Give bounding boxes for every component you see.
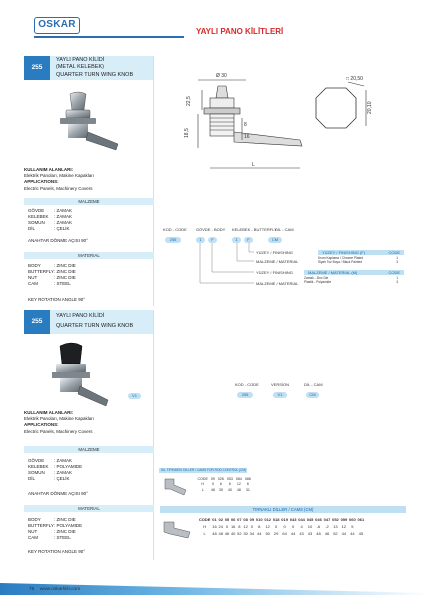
cam-small-title: DİL TİPİNDEKİ DİLLER / CAMS FOR ROD CONTROL (CM): [161, 468, 247, 472]
material-table-rows: Zamak - Zinc Die 1 Plastik - Polyamide 3: [304, 276, 398, 284]
dim-2010: 20,10: [367, 101, 373, 114]
product-photo-polyamide-wing: [42, 340, 122, 415]
cam-table-cell: 010: [255, 517, 263, 522]
dim-185: 18,5: [184, 128, 190, 138]
footer-band: [0, 575, 430, 595]
cam-table-cell: 44: [290, 531, 296, 536]
cam-table-cell: 43: [299, 531, 304, 536]
section1-material-tr-band: MALZEME: [24, 198, 154, 205]
order1-pill-butterfly-finish: F: [244, 237, 253, 243]
section2-title-tr: YAYLI PANO KİLİDİ: [56, 313, 105, 319]
cam-small-icon: [162, 476, 190, 498]
order1-label-finish-2: YÜZEY / FINISHING: [256, 270, 293, 275]
finish-table-rows: Krom Kaplama / Chrome Plated 1 Siyah Toz Boya / Black Painted 3: [318, 256, 398, 264]
cam-table-cell: 40: [230, 531, 236, 536]
section1-title-en: QUARTER TURN WING KNOB: [56, 72, 134, 78]
cam-table-cell: 09: [249, 517, 255, 522]
cam-table-cell: 047: [323, 517, 331, 522]
cam-table-cell: 0: [225, 524, 229, 529]
section2-material-tr-list: GÖVDE : ZAMAK KELEBEK : POLYAMIDE SOMUN : ZAMAK DİL : ÇELİK: [28, 458, 83, 481]
cam-table-title: TIRNAKLI DİLLER / CAMS (CM): [160, 506, 406, 513]
section1-material-en-list: BODY : ZINC DIE BUTTERFLY: ZINC DIE NUT : ZINC DIE CAM : STEEL: [28, 263, 76, 286]
cam-table-cell: 0: [283, 524, 286, 529]
section2-divider: [153, 310, 154, 560]
cam-table-cell: 06: [230, 517, 236, 522]
order1-leader-lines: [196, 243, 256, 288]
cam-table: [198, 516, 365, 537]
finish-table-header: YÜZEY / FINISHING (F) CODE: [318, 250, 404, 255]
page-number: 76: [29, 587, 35, 592]
product-photo-metal-wing: [48, 88, 128, 158]
cam-table-cell: 012: [264, 517, 272, 522]
section2-title-en: QUARTER TURN WING KNOB: [56, 323, 134, 329]
cam-table-cell: 4: [300, 524, 303, 529]
cam-table-cell: 019: [281, 517, 288, 522]
cam-table-cell: 52: [237, 531, 242, 536]
section2-uses: KULLANIM ALANLARI: Elektrik Panoları, Makine Kapakları APPLICATIONS: Electric Panels, Machinery Covers: [24, 410, 95, 434]
order2-pill-cam: CM: [306, 392, 319, 398]
order2-pill-code: 255: [237, 392, 253, 398]
cam-table-cell: 052: [332, 517, 339, 522]
dim-L: L: [252, 162, 255, 168]
section2-version-badge: V1: [128, 393, 141, 399]
dim-225: 22,5: [186, 96, 192, 106]
order2-header-code: KOD - CODE: [235, 382, 259, 387]
section2-material-en-band: MATERIAL: [24, 505, 154, 512]
order1-pill-cam: CM: [268, 237, 282, 243]
section2-material-tr-band: MALZEME: [24, 446, 154, 453]
cam-table-cell: 24: [218, 524, 223, 529]
cam-table-cell: 44: [350, 531, 355, 536]
order1-header-body: GÖVDE - BODY: [196, 227, 226, 232]
cam-table-cell: 48: [316, 531, 321, 536]
order2-pill-version: V1: [273, 392, 287, 398]
cam-small-table: CODE 09 026 053 084 086 H 0 6 6 12 6 L 48 35 40 48 31: [197, 476, 251, 492]
cam-table-cell: 12: [265, 524, 270, 529]
dim-d30: Ø 30: [216, 73, 227, 79]
cam-table-cell: 48: [218, 531, 223, 536]
section1-material-tr-list: GÖVDE : ZAMAK KELEBEK : ZAMAK SOMUN : ZAMAK DİL : ÇELİK: [28, 208, 73, 231]
order1-label-material-2: MALZEME / MATERIAL: [256, 281, 299, 286]
cam-table-cell: 059: [340, 517, 348, 522]
order1-pill-body-material: 1: [196, 237, 205, 243]
footer: [29, 587, 80, 592]
dim-square: □ 20,50: [346, 76, 363, 82]
section2-angle-en: KEY ROTATION ANGLE 90°: [28, 549, 86, 554]
cam-table-cell: 044: [298, 517, 305, 522]
cam-table-cell: 8: [238, 524, 241, 529]
cam-table-cell: 05: [224, 517, 230, 522]
header-rule: [34, 36, 184, 38]
cam-table-cell: 045: [306, 517, 314, 522]
cam-table-cell: 16: [212, 524, 217, 529]
section1-title-tr2: (METAL KELEBEK): [56, 64, 104, 70]
cam-table-cell: 0: [291, 524, 295, 529]
technical-drawing-1: [180, 68, 380, 188]
cam-table-cell: 07: [237, 517, 242, 522]
cam-table-cell: 48: [212, 531, 217, 536]
cam-table-cell: CODE: [198, 517, 211, 522]
cam-table-cell: 64: [282, 531, 287, 536]
section1-material-en-band: MATERIAL: [24, 252, 154, 259]
section2-material-en-list: BODY : ZINC DIE BUTTERFLY: POLYAMIDE NUT : ZINC DIE CAM : STEEL: [28, 517, 83, 540]
cam-table-cell: 01: [212, 517, 217, 522]
cam-table-cell: 52: [333, 531, 338, 536]
cam-table-cell: 12: [341, 524, 347, 529]
cam-table-cell: 060: [349, 517, 356, 522]
cam-table-cell: 08: [243, 517, 248, 522]
order1-header-butterfly: KELEBEK - BUTTERFLY: [232, 227, 277, 232]
order1-pill-body-finish: F: [208, 237, 217, 243]
section1-angle-tr: ANAHTAR DÖNME AÇISI 90°: [28, 238, 88, 243]
cam-table-cell: 46: [224, 531, 230, 536]
material-table-header: MALZEME / MATERIAL (M) CODE: [304, 270, 404, 275]
order1-label-finish-1: YÜZEY / FINISHING: [256, 250, 293, 255]
dim-8: 8: [244, 122, 247, 128]
cam-table-cell: 44: [256, 531, 262, 536]
cam-table-cell: 0: [275, 524, 278, 529]
cam-table-cell: 8: [258, 524, 261, 529]
cam-table-cell: 16: [230, 524, 236, 529]
order1-header-code: KOD - CODE: [163, 227, 187, 232]
section2-code: 255: [24, 310, 50, 334]
order2-header-cam: DİL - CAM: [304, 382, 323, 387]
cam-table-cell: -2: [325, 524, 329, 529]
cam-table-cell: 043: [289, 517, 297, 522]
order1-header-cam: DİL - CAM: [275, 227, 294, 232]
section1-code: 255: [24, 56, 50, 80]
page-title: YAYLI PANO KİLİTLERİ: [196, 27, 284, 36]
cam-table-cell: 44: [341, 531, 347, 536]
cam-table-cell: 13: [333, 524, 338, 529]
section1-header: [24, 56, 154, 80]
section2-header: [24, 310, 154, 334]
cam-table-cell: 061: [357, 517, 365, 522]
order1-label-material-1: MALZEME / MATERIAL: [256, 259, 299, 264]
section1-divider: [153, 56, 154, 306]
cam-table-cell: 46: [324, 531, 330, 536]
section1-angle-en: KEY ROTATION ANGLE 90°: [28, 297, 86, 302]
cam-table-cell: 34: [249, 531, 255, 536]
cam-table-cell: 12: [243, 524, 248, 529]
footer-url[interactable]: www.oskarkilit.com: [39, 587, 81, 592]
cam-table-cell: 5: [351, 524, 354, 529]
cam-table-cell: -6: [316, 524, 321, 529]
cam-table-cell: 018: [272, 517, 280, 522]
section1-title-tr: YAYLI PANO KİLİDİ: [56, 57, 105, 63]
order2-header-version: VERSİON: [271, 382, 290, 387]
cam-table-cell: 046: [315, 517, 322, 522]
section1-uses: KULLANIM ALANLARI: Elektrik Panoları, Makine Kapakları APPLICATIONS: Electric Panels, Machinery Covers: [24, 167, 95, 191]
cam-table-cell: 0: [250, 524, 253, 529]
brand-logo: OSKAR: [34, 17, 80, 34]
cam-table-cell: 45: [358, 531, 364, 536]
order1-pill-butterfly-material: 1: [232, 237, 241, 243]
cam-table-cell: H: [203, 524, 207, 529]
section2-angle-tr: ANAHTAR DÖNME AÇISI 90°: [28, 491, 88, 496]
order1-pill-code: 255: [165, 237, 181, 243]
cam-table-cell: 02: [218, 517, 223, 522]
cam-table-cell: 30: [243, 531, 248, 536]
cam-table-cell: 29: [273, 531, 279, 536]
cam-table-cell: L: [203, 531, 206, 536]
dim-16: 16: [244, 134, 250, 140]
cam-table-icon: [162, 518, 196, 542]
cam-table-cell: 43: [307, 531, 313, 536]
cam-table-cell: 50: [265, 531, 270, 536]
cam-table-cell: 10: [307, 524, 313, 529]
